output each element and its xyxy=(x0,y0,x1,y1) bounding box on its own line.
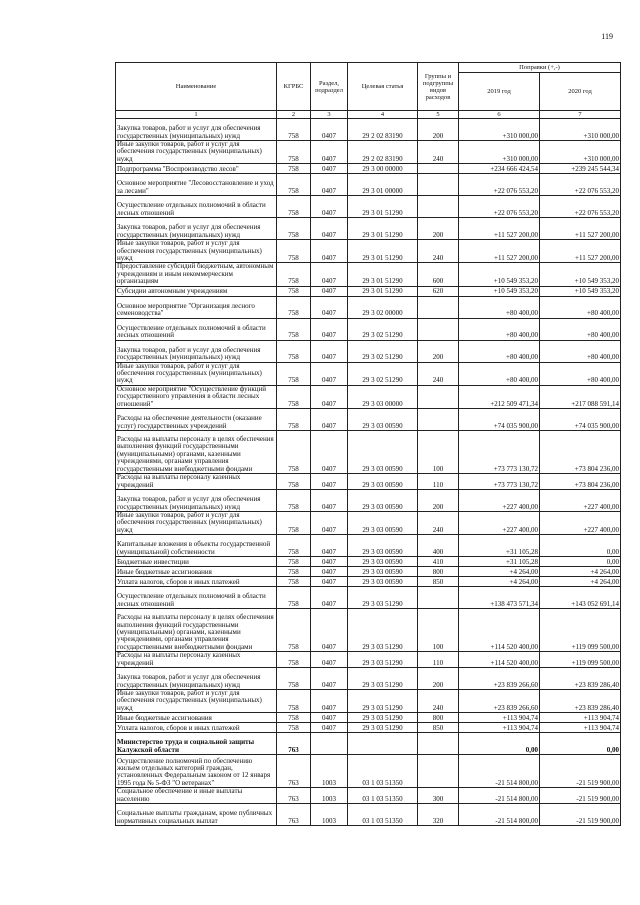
table-row xyxy=(116,218,621,240)
row-expense-group xyxy=(418,755,459,788)
row-section: 1003 xyxy=(311,755,348,788)
col-number: 5 xyxy=(418,111,459,119)
row-name: Предоставление субсидий бюджетным, автономным учреждениям и иным некоммерческим организациям xyxy=(116,263,277,286)
row-section: 0407 xyxy=(311,318,348,340)
row-target-article: 29 3 03 51290 xyxy=(348,587,418,609)
row-kgrbs: 758 xyxy=(277,567,311,577)
row-name: Расходы на обеспечение деятельности (оказание услуг) государственных учреждений xyxy=(116,409,277,431)
row-amount-2019: 0,00 xyxy=(459,733,540,755)
row-section: 0407 xyxy=(311,385,348,408)
row-amount-2020: +10 549 353,20 xyxy=(540,263,621,286)
table-row xyxy=(116,431,621,474)
row-amount-2020: 0,00 xyxy=(540,557,621,567)
row-name: Основное мероприятие "Организация лесного семеноводства" xyxy=(116,296,277,318)
row-target-article: 29 3 01 51290 xyxy=(348,218,418,240)
budget-amendments-table xyxy=(115,62,621,826)
row-expense-group: 200 xyxy=(418,667,459,689)
row-target-article: 29 3 03 51290 xyxy=(348,689,418,712)
header-year-2019: 2019 год xyxy=(459,73,540,111)
row-name: Основное мероприятие "Осуществление функций государственного управления в области лесных отношений" xyxy=(116,385,277,408)
row-name: Закупка товаров, работ и услуг для обеспечения государственных (муниципальных) нужд xyxy=(116,667,277,689)
row-kgrbs: 758 xyxy=(277,689,311,712)
row-target-article: 29 3 03 00590 xyxy=(348,557,418,567)
col-number: 7 xyxy=(540,111,621,119)
row-target-article: 29 3 02 51290 xyxy=(348,318,418,340)
row-amount-2020: +74 035 900,00 xyxy=(540,409,621,431)
row-section: 0407 xyxy=(311,667,348,689)
row-amount-2020: 0,00 xyxy=(540,733,621,755)
table-row xyxy=(116,196,621,218)
row-kgrbs: 763 xyxy=(277,733,311,755)
row-expense-group: 400 xyxy=(418,535,459,557)
row-target-article: 29 3 03 51290 xyxy=(348,652,418,668)
row-kgrbs: 758 xyxy=(277,218,311,240)
table-row xyxy=(116,474,621,490)
row-kgrbs: 758 xyxy=(277,340,311,362)
row-amount-2020: 0,00 xyxy=(540,535,621,557)
row-target-article: 03 1 03 51350 xyxy=(348,803,418,825)
table-row xyxy=(116,609,621,652)
row-expense-group: 300 xyxy=(418,788,459,804)
row-amount-2019: +113 904,74 xyxy=(459,713,540,723)
row-section: 0407 xyxy=(311,713,348,723)
row-amount-2020: +11 527 200,00 xyxy=(540,240,621,263)
header-amendments: Поправки (+,-) xyxy=(459,63,621,73)
row-amount-2019: +73 773 130,72 xyxy=(459,431,540,474)
row-name: Уплата налогов, сборов и иных платежей xyxy=(116,577,277,587)
row-section: 0407 xyxy=(311,340,348,362)
row-name: Социальные выплаты гражданам, кроме публичных нормативных социальных выплат xyxy=(116,803,277,825)
table-row xyxy=(116,263,621,286)
row-kgrbs: 758 xyxy=(277,557,311,567)
table-row xyxy=(116,577,621,587)
row-expense-group: 240 xyxy=(418,362,459,385)
row-expense-group: 200 xyxy=(418,489,459,511)
row-kgrbs: 758 xyxy=(277,489,311,511)
row-target-article: 29 3 03 00590 xyxy=(348,474,418,490)
col-number: 3 xyxy=(311,111,348,119)
row-target-article: 29 3 03 00000 xyxy=(348,385,418,408)
row-name: Закупка товаров, работ и услуг для обеспечения государственных (муниципальных) нужд xyxy=(116,340,277,362)
row-expense-group: 800 xyxy=(418,713,459,723)
table-row xyxy=(116,689,621,712)
row-name: Расходы на выплаты персоналу в целях обеспечения выполнения функций государственными (муниципальными) органами, казенными учреждениями, органами управления государственными внебюджетными фондами xyxy=(116,609,277,652)
header-kgrbs: КГРБС xyxy=(277,63,311,111)
row-target-article: 29 3 03 00590 xyxy=(348,489,418,511)
table-row xyxy=(116,733,621,755)
table-row xyxy=(116,362,621,385)
row-amount-2020: +23 839 286,40 xyxy=(540,689,621,712)
table-row xyxy=(116,119,621,141)
table-row xyxy=(116,511,621,534)
row-kgrbs: 758 xyxy=(277,511,311,534)
row-target-article: 29 3 01 51290 xyxy=(348,263,418,286)
row-amount-2019: -21 514 800,00 xyxy=(459,788,540,804)
row-name: Закупка товаров, работ и услуг для обеспечения государственных (муниципальных) нужд xyxy=(116,489,277,511)
row-expense-group: 240 xyxy=(418,240,459,263)
row-expense-group: 620 xyxy=(418,286,459,296)
row-section: 0407 xyxy=(311,587,348,609)
row-target-article: 29 2 02 83190 xyxy=(348,141,418,164)
row-expense-group xyxy=(418,409,459,431)
row-amount-2019: -21 514 800,00 xyxy=(459,803,540,825)
row-name: Иные закупки товаров, работ и услуг для обеспечения государственных (муниципальных) нужд xyxy=(116,511,277,534)
row-target-article: 29 3 03 00590 xyxy=(348,535,418,557)
row-amount-2020: +73 804 236,00 xyxy=(540,431,621,474)
row-expense-group xyxy=(418,318,459,340)
table-row xyxy=(116,240,621,263)
row-section: 0407 xyxy=(311,652,348,668)
row-kgrbs: 758 xyxy=(277,240,311,263)
row-kgrbs: 758 xyxy=(277,296,311,318)
row-target-article: 29 3 03 00590 xyxy=(348,431,418,474)
row-expense-group: 100 xyxy=(418,431,459,474)
row-target-article: 29 3 01 51290 xyxy=(348,286,418,296)
row-kgrbs: 758 xyxy=(277,318,311,340)
row-kgrbs: 758 xyxy=(277,385,311,408)
row-name: Субсидии автономным учреждениям xyxy=(116,286,277,296)
row-amount-2020: +10 549 353,20 xyxy=(540,286,621,296)
row-expense-group xyxy=(418,164,459,174)
table-row xyxy=(116,788,621,804)
row-amount-2020: +23 839 286,40 xyxy=(540,667,621,689)
header-target: Целевая статья xyxy=(348,63,418,111)
row-expense-group xyxy=(418,174,459,196)
row-target-article xyxy=(348,733,418,755)
row-name: Капитальные вложения в объекты государственной (муниципальной) собственности xyxy=(116,535,277,557)
row-amount-2020: +119 099 500,00 xyxy=(540,652,621,668)
row-expense-group: 320 xyxy=(418,803,459,825)
row-section: 0407 xyxy=(311,535,348,557)
row-kgrbs: 758 xyxy=(277,196,311,218)
row-kgrbs: 758 xyxy=(277,587,311,609)
row-name: Социальное обеспечение и иные выплаты населению xyxy=(116,788,277,804)
row-name: Иные закупки товаров, работ и услуг для обеспечения государственных (муниципальных) нужд xyxy=(116,141,277,164)
header-year-2020: 2020 год xyxy=(540,73,621,111)
col-number: 2 xyxy=(277,111,311,119)
row-amount-2020: +239 245 544,34 xyxy=(540,164,621,174)
table-row xyxy=(116,652,621,668)
row-name: Иные бюджетные ассигнования xyxy=(116,713,277,723)
row-amount-2020: +22 076 553,20 xyxy=(540,196,621,218)
row-name: Осуществление отдельных полномочий в области лесных отношений xyxy=(116,318,277,340)
row-target-article: 03 1 03 51350 xyxy=(348,755,418,788)
row-expense-group xyxy=(418,733,459,755)
row-amount-2019: +11 527 200,00 xyxy=(459,240,540,263)
row-amount-2019: +80 400,00 xyxy=(459,296,540,318)
row-kgrbs: 758 xyxy=(277,667,311,689)
row-kgrbs: 763 xyxy=(277,788,311,804)
row-name: Иные закупки товаров, работ и услуг для обеспечения государственных (муниципальных) нужд xyxy=(116,362,277,385)
row-amount-2019: +22 076 553,20 xyxy=(459,174,540,196)
row-kgrbs: 758 xyxy=(277,577,311,587)
row-section: 0407 xyxy=(311,409,348,431)
row-amount-2020: -21 519 900,00 xyxy=(540,788,621,804)
row-expense-group: 200 xyxy=(418,218,459,240)
row-target-article: 29 3 01 51290 xyxy=(348,240,418,263)
row-target-article: 29 3 03 51290 xyxy=(348,609,418,652)
row-kgrbs: 758 xyxy=(277,535,311,557)
row-target-article: 03 1 03 51350 xyxy=(348,788,418,804)
table-row xyxy=(116,535,621,557)
row-name: Уплата налогов, сборов и иных платежей xyxy=(116,723,277,733)
table-row xyxy=(116,385,621,408)
row-target-article: 29 3 03 51290 xyxy=(348,723,418,733)
row-expense-group: 800 xyxy=(418,567,459,577)
row-name: Осуществление полномочий по обеспечению жильем отдельных категорий граждан, установленных Федеральным законом от 12 января 1995 года № 5-ФЗ "О ветеранах" xyxy=(116,755,277,788)
row-amount-2019: +80 400,00 xyxy=(459,362,540,385)
row-amount-2020: +310 000,00 xyxy=(540,141,621,164)
table-body xyxy=(116,119,621,826)
row-section: 0407 xyxy=(311,577,348,587)
row-expense-group: 110 xyxy=(418,652,459,668)
row-amount-2019: +310 000,00 xyxy=(459,119,540,141)
row-section: 0407 xyxy=(311,511,348,534)
row-amount-2019: +4 264,00 xyxy=(459,577,540,587)
row-name: Расходы на выплаты персоналу в целях обеспечения выполнения функций государственными (муниципальными) органами, казенными учреждениями, органами управления государственными внебюджетными фондами xyxy=(116,431,277,474)
row-amount-2019: +227 400,00 xyxy=(459,489,540,511)
row-section: 1003 xyxy=(311,803,348,825)
row-amount-2019: +113 904,74 xyxy=(459,723,540,733)
col-number: 1 xyxy=(116,111,277,119)
row-expense-group xyxy=(418,385,459,408)
row-name: Иные закупки товаров, работ и услуг для обеспечения государственных (муниципальных) нужд xyxy=(116,689,277,712)
row-name: Осуществление отдельных полномочий в области лесных отношений xyxy=(116,587,277,609)
row-amount-2020: -21 519 900,00 xyxy=(540,803,621,825)
row-amount-2020: +113 904,74 xyxy=(540,713,621,723)
row-section: 1003 xyxy=(311,788,348,804)
row-expense-group xyxy=(418,587,459,609)
row-target-article: 29 3 01 51290 xyxy=(348,196,418,218)
row-expense-group: 200 xyxy=(418,340,459,362)
row-amount-2019: +31 105,28 xyxy=(459,557,540,567)
row-amount-2019: +11 527 200,00 xyxy=(459,218,540,240)
row-amount-2019: +23 839 266,60 xyxy=(459,689,540,712)
row-name: Иные бюджетные ассигнования xyxy=(116,567,277,577)
row-section: 0407 xyxy=(311,196,348,218)
row-target-article: 29 3 03 00590 xyxy=(348,409,418,431)
row-amount-2019: +73 773 130,72 xyxy=(459,474,540,490)
row-amount-2020: +310 000,00 xyxy=(540,119,621,141)
row-amount-2020: +113 904,74 xyxy=(540,723,621,733)
row-name: Министерство труда и социальной защиты Калужской области xyxy=(116,733,277,755)
table-row xyxy=(116,667,621,689)
row-amount-2020: +80 400,00 xyxy=(540,340,621,362)
row-kgrbs: 758 xyxy=(277,431,311,474)
row-amount-2019: +23 839 266,60 xyxy=(459,667,540,689)
row-kgrbs: 758 xyxy=(277,713,311,723)
row-section: 0407 xyxy=(311,362,348,385)
row-amount-2019: +227 400,00 xyxy=(459,511,540,534)
table-row xyxy=(116,723,621,733)
row-section: 0407 xyxy=(311,174,348,196)
row-section: 0407 xyxy=(311,489,348,511)
row-kgrbs: 758 xyxy=(277,286,311,296)
table-row xyxy=(116,557,621,567)
row-expense-group: 850 xyxy=(418,723,459,733)
row-amount-2020: +80 400,00 xyxy=(540,296,621,318)
row-section: 0407 xyxy=(311,609,348,652)
row-expense-group: 100 xyxy=(418,609,459,652)
row-section: 0407 xyxy=(311,141,348,164)
row-amount-2019: +234 666 424,54 xyxy=(459,164,540,174)
row-section: 0407 xyxy=(311,567,348,577)
row-section: 0407 xyxy=(311,431,348,474)
table-row xyxy=(116,489,621,511)
row-name: Основное мероприятие "Лесовосстановление и уход за лесами" xyxy=(116,174,277,196)
table-row xyxy=(116,567,621,577)
page-number: 119 xyxy=(601,32,613,41)
table-row xyxy=(116,141,621,164)
row-name: Подпрограмма "Воспроизводство лесов" xyxy=(116,164,277,174)
table-row xyxy=(116,409,621,431)
row-expense-group: 240 xyxy=(418,141,459,164)
row-amount-2019: +31 105,28 xyxy=(459,535,540,557)
row-kgrbs: 758 xyxy=(277,174,311,196)
table-row xyxy=(116,340,621,362)
row-name: Закупка товаров, работ и услуг для обеспечения государственных (муниципальных) нужд xyxy=(116,218,277,240)
row-section: 0407 xyxy=(311,296,348,318)
row-amount-2020: +80 400,00 xyxy=(540,318,621,340)
table-row xyxy=(116,174,621,196)
row-section: 0407 xyxy=(311,119,348,141)
row-kgrbs: 758 xyxy=(277,362,311,385)
row-target-article: 29 3 03 00590 xyxy=(348,511,418,534)
row-expense-group: 200 xyxy=(418,119,459,141)
column-numbers-row xyxy=(116,111,621,119)
row-name: Закупка товаров, работ и услуг для обеспечения государственных (муниципальных) нужд xyxy=(116,119,277,141)
row-target-article: 29 3 00 00000 xyxy=(348,164,418,174)
row-amount-2019: +138 473 571,34 xyxy=(459,587,540,609)
row-section: 0407 xyxy=(311,240,348,263)
row-kgrbs: 758 xyxy=(277,409,311,431)
row-section: 0407 xyxy=(311,689,348,712)
row-amount-2020: +143 052 691,14 xyxy=(540,587,621,609)
row-amount-2020: -21 519 900,00 xyxy=(540,755,621,788)
row-amount-2019: +310 000,00 xyxy=(459,141,540,164)
row-target-article: 29 3 03 00590 xyxy=(348,567,418,577)
row-section xyxy=(311,733,348,755)
row-target-article: 29 3 01 00000 xyxy=(348,174,418,196)
row-target-article: 29 3 03 51290 xyxy=(348,713,418,723)
header-name: Наименование xyxy=(116,63,277,111)
row-kgrbs: 758 xyxy=(277,141,311,164)
row-section: 0407 xyxy=(311,723,348,733)
row-name: Расходы на выплаты персоналу казенных учреждений xyxy=(116,652,277,668)
row-expense-group xyxy=(418,296,459,318)
row-expense-group: 240 xyxy=(418,689,459,712)
table-row xyxy=(116,755,621,788)
row-target-article: 29 3 03 51290 xyxy=(348,667,418,689)
row-kgrbs: 758 xyxy=(277,474,311,490)
row-amount-2019: +4 264,00 xyxy=(459,567,540,577)
row-expense-group: 850 xyxy=(418,577,459,587)
table-row xyxy=(116,587,621,609)
row-amount-2020: +22 076 553,20 xyxy=(540,174,621,196)
header-section: Раздел, подраздел xyxy=(311,63,348,111)
row-amount-2019: +10 549 353,20 xyxy=(459,286,540,296)
row-section: 0407 xyxy=(311,286,348,296)
row-amount-2020: +217 088 591,14 xyxy=(540,385,621,408)
row-section: 0407 xyxy=(311,164,348,174)
row-kgrbs: 763 xyxy=(277,755,311,788)
row-amount-2019: +212 509 471,34 xyxy=(459,385,540,408)
row-amount-2019: +74 035 900,00 xyxy=(459,409,540,431)
row-amount-2019: +80 400,00 xyxy=(459,340,540,362)
col-number: 6 xyxy=(459,111,540,119)
table-row xyxy=(116,713,621,723)
row-amount-2020: +4 264,00 xyxy=(540,567,621,577)
row-amount-2020: +119 099 500,00 xyxy=(540,609,621,652)
table-row xyxy=(116,286,621,296)
row-target-article: 29 3 03 00590 xyxy=(348,577,418,587)
row-name: Осуществление отдельных полномочий в области лесных отношений xyxy=(116,196,277,218)
row-target-article: 29 3 02 51290 xyxy=(348,362,418,385)
row-section: 0407 xyxy=(311,218,348,240)
row-section: 0407 xyxy=(311,557,348,567)
row-amount-2019: +10 549 353,20 xyxy=(459,263,540,286)
row-target-article: 29 2 02 83190 xyxy=(348,119,418,141)
row-name: Бюджетные инвестиции xyxy=(116,557,277,567)
row-expense-group: 410 xyxy=(418,557,459,567)
row-amount-2020: +80 400,00 xyxy=(540,362,621,385)
row-amount-2020: +73 804 236,00 xyxy=(540,474,621,490)
row-amount-2019: +80 400,00 xyxy=(459,318,540,340)
row-section: 0407 xyxy=(311,474,348,490)
row-kgrbs: 758 xyxy=(277,164,311,174)
row-target-article: 29 3 02 00000 xyxy=(348,296,418,318)
row-kgrbs: 763 xyxy=(277,803,311,825)
row-kgrbs: 758 xyxy=(277,119,311,141)
col-number: 4 xyxy=(348,111,418,119)
row-amount-2020: +11 527 200,00 xyxy=(540,218,621,240)
table-row xyxy=(116,164,621,174)
row-amount-2020: +4 264,00 xyxy=(540,577,621,587)
row-expense-group: 110 xyxy=(418,474,459,490)
row-amount-2020: +227 400,00 xyxy=(540,489,621,511)
row-section: 0407 xyxy=(311,263,348,286)
row-kgrbs: 758 xyxy=(277,263,311,286)
row-target-article: 29 3 02 51290 xyxy=(348,340,418,362)
row-amount-2019: -21 514 800,00 xyxy=(459,755,540,788)
row-amount-2020: +227 400,00 xyxy=(540,511,621,534)
row-amount-2019: +22 076 553,20 xyxy=(459,196,540,218)
table-row xyxy=(116,318,621,340)
row-expense-group: 240 xyxy=(418,511,459,534)
row-kgrbs: 758 xyxy=(277,723,311,733)
row-expense-group xyxy=(418,196,459,218)
row-expense-group: 600 xyxy=(418,263,459,286)
row-kgrbs: 758 xyxy=(277,652,311,668)
row-kgrbs: 758 xyxy=(277,609,311,652)
table-row xyxy=(116,296,621,318)
table-row xyxy=(116,803,621,825)
row-amount-2019: +114 520 400,00 xyxy=(459,652,540,668)
header-groups: Группы и подгруппы видов расходов xyxy=(418,63,459,111)
row-amount-2019: +114 520 400,00 xyxy=(459,609,540,652)
row-name: Расходы на выплаты персоналу казенных учреждений xyxy=(116,474,277,490)
table-header xyxy=(116,63,621,119)
row-name: Иные закупки товаров, работ и услуг для обеспечения государственных (муниципальных) нужд xyxy=(116,240,277,263)
